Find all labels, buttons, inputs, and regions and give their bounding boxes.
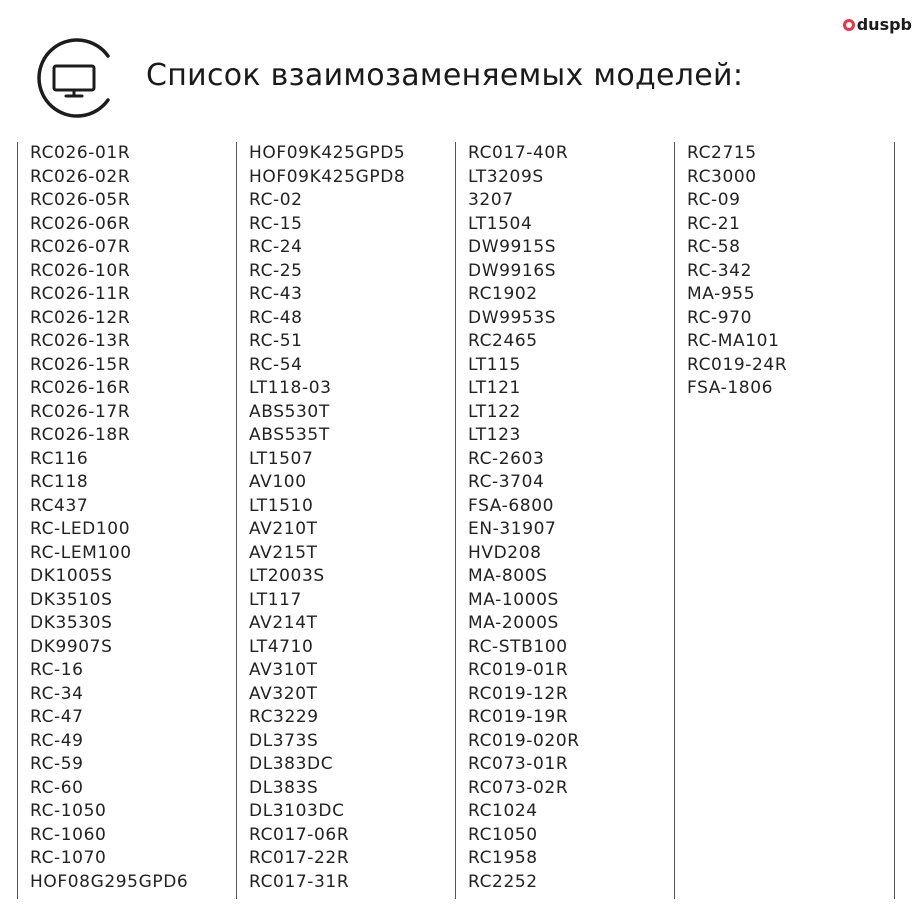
model-item: MA-955 <box>687 284 756 304</box>
model-item: RC1958 <box>468 848 538 868</box>
model-item: RC1050 <box>468 824 538 845</box>
model-item: RC017-31R <box>249 871 350 892</box>
model-item: RC026-11R <box>30 284 131 304</box>
model-item: LT1507 <box>249 448 314 469</box>
model-item: RC019-020R <box>468 730 580 751</box>
model-item: RC-342 <box>687 260 753 281</box>
model-item: RC026-02R <box>30 166 131 187</box>
model-item: RC-60 <box>30 777 84 798</box>
model-item: RC026-10R <box>30 260 131 281</box>
model-item: LT117 <box>249 589 302 610</box>
model-item: RC019-12R <box>468 683 569 704</box>
model-item: RC026-17R <box>30 401 131 422</box>
model-item: DW9953S <box>468 307 557 328</box>
model-item: RC073-01R <box>468 754 569 774</box>
model-item: RC3000 <box>687 166 757 187</box>
model-item: RC-MA101 <box>687 331 780 351</box>
model-item: RC017-40R <box>468 143 569 163</box>
model-item: AV100 <box>249 472 307 492</box>
model-item: RC-LEM100 <box>30 542 132 563</box>
model-item: RC-LED100 <box>30 519 131 539</box>
model-item: RC-47 <box>30 707 84 727</box>
model-item: RC019-01R <box>468 660 569 680</box>
model-item: AV210T <box>249 519 318 539</box>
model-item: ABS530T <box>249 401 330 422</box>
model-column-4 <box>674 142 895 899</box>
model-item: DL383DC <box>249 754 334 774</box>
model-item: DW9916S <box>468 260 557 281</box>
model-item: RC2715 <box>687 143 757 163</box>
model-item: RC026-13R <box>30 331 131 351</box>
model-item: DL3103DC <box>249 801 345 821</box>
model-item: HOF09K425GPD5 <box>249 143 406 163</box>
model-item: DL383S <box>249 777 319 798</box>
model-item: AV215T <box>249 542 318 563</box>
model-item: EN-31907 <box>468 519 557 539</box>
model-list <box>675 142 894 401</box>
model-item: DW9915S <box>468 237 557 257</box>
model-item: DK9907S <box>30 636 113 657</box>
model-item: HOF08G295GPD6 <box>30 871 189 892</box>
model-item: LT122 <box>468 401 521 422</box>
model-item: RC-16 <box>30 660 84 680</box>
model-item: RC026-01R <box>30 143 131 163</box>
model-item: RC-24 <box>249 237 303 257</box>
model-item: RC-09 <box>687 190 741 210</box>
model-list <box>456 142 675 894</box>
model-item: RC-51 <box>249 331 303 351</box>
model-item: LT115 <box>468 354 521 375</box>
model-item: RC-02 <box>249 190 303 210</box>
model-item: LT3209S <box>468 166 544 187</box>
model-item: FSA-1806 <box>687 378 774 398</box>
model-item: AV310T <box>249 660 318 680</box>
model-item: RC026-07R <box>30 237 131 257</box>
model-item: RC017-06R <box>249 824 350 845</box>
page-title: Список взаимозаменяемых моделей: <box>146 58 744 93</box>
model-item: LT2003S <box>249 566 325 586</box>
model-item: RC-48 <box>249 307 303 328</box>
model-item: RC-970 <box>687 307 753 328</box>
brand-mark-icon <box>843 19 855 31</box>
model-item: MA-2000S <box>468 613 559 633</box>
model-column-2 <box>236 142 456 899</box>
model-item: RC-49 <box>30 730 84 751</box>
model-item: RC-1050 <box>30 801 107 821</box>
model-item: RC-59 <box>30 754 84 774</box>
model-item: RC118 <box>30 472 89 492</box>
model-item: AV214T <box>249 613 318 633</box>
model-item: DK3510S <box>30 589 113 610</box>
model-item: RC019-24R <box>687 354 788 375</box>
model-item: LT118-03 <box>249 378 332 398</box>
model-item: RC2252 <box>468 871 538 892</box>
model-item: DK3530S <box>30 613 113 633</box>
model-item: LT4710 <box>249 636 314 657</box>
model-item: RC-21 <box>687 213 741 234</box>
model-item: RC026-12R <box>30 307 131 328</box>
model-item: RC-STB100 <box>468 636 568 657</box>
model-item: RC-34 <box>30 683 84 704</box>
model-item: RC-1070 <box>30 848 107 868</box>
model-item: LT1504 <box>468 213 533 234</box>
model-item: RC3229 <box>249 707 319 727</box>
model-item: AV320T <box>249 683 318 704</box>
model-item: RC026-06R <box>30 213 131 234</box>
model-item: RC026-15R <box>30 354 131 375</box>
model-item: HVD208 <box>468 542 542 563</box>
model-column-1 <box>17 142 237 899</box>
model-item: RC-54 <box>249 354 303 375</box>
model-item: RC019-19R <box>468 707 569 727</box>
brand-logo <box>843 15 912 34</box>
model-item: MA-800S <box>468 566 548 586</box>
model-item: FSA-6800 <box>468 495 555 516</box>
model-item: RC-1060 <box>30 824 107 845</box>
brand-name: duspb <box>856 15 912 34</box>
model-item: ABS535T <box>249 425 330 445</box>
model-item: RC-25 <box>249 260 303 281</box>
model-item: RC-58 <box>687 237 741 257</box>
model-item: LT123 <box>468 425 521 445</box>
model-columns <box>17 142 897 899</box>
model-item: RC073-02R <box>468 777 569 798</box>
model-item: MA-1000S <box>468 589 559 610</box>
model-item: RC1024 <box>468 801 538 821</box>
tv-monitor-icon <box>34 36 118 120</box>
model-list <box>237 142 456 894</box>
model-item: RC-43 <box>249 284 303 304</box>
model-list <box>18 142 237 894</box>
model-item: RC026-16R <box>30 378 131 398</box>
model-item: LT1510 <box>249 495 314 516</box>
model-item: RC026-05R <box>30 190 131 210</box>
model-item: RC017-22R <box>249 848 350 868</box>
model-item: RC-15 <box>249 213 303 234</box>
model-item: RC-3704 <box>468 472 545 492</box>
model-item: RC116 <box>30 448 89 469</box>
model-item: HOF09K425GPD8 <box>249 166 406 187</box>
model-item: DK1005S <box>30 566 113 586</box>
model-item: DL373S <box>249 730 319 751</box>
model-item: RC2465 <box>468 331 538 351</box>
model-item: RC437 <box>30 495 89 516</box>
model-item: 3207 <box>468 190 514 210</box>
model-item: RC026-18R <box>30 425 131 445</box>
model-item: RC-2603 <box>468 448 545 469</box>
model-item: RC1902 <box>468 284 538 304</box>
model-column-3 <box>455 142 675 899</box>
model-item: LT121 <box>468 378 521 398</box>
